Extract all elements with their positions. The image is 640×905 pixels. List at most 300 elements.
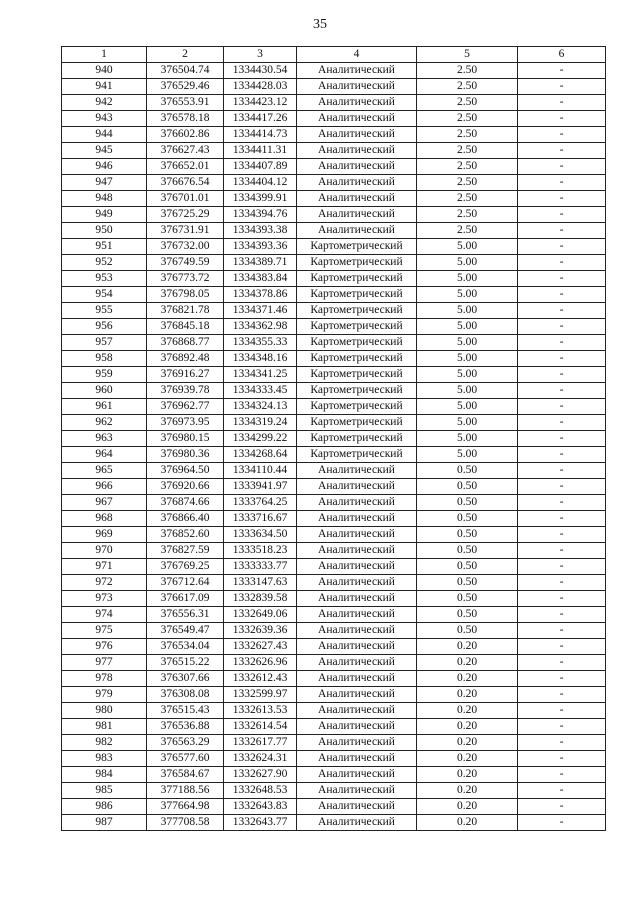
accuracy-cell: 0.20 xyxy=(417,735,518,751)
accuracy-cell: 5.00 xyxy=(417,335,518,351)
x-coordinate-cell: 376504.74 xyxy=(147,63,224,79)
table-row xyxy=(62,671,606,687)
table-row xyxy=(62,207,606,223)
point-number-cell: 959 xyxy=(62,367,147,383)
accuracy-cell: 0.20 xyxy=(417,815,518,831)
method-cell: Аналитический xyxy=(297,95,417,111)
x-coordinate-cell: 376964.50 xyxy=(147,463,224,479)
y-coordinate-cell: 1334378.86 xyxy=(224,287,297,303)
accuracy-cell: 0.50 xyxy=(417,575,518,591)
x-coordinate-cell: 376827.59 xyxy=(147,543,224,559)
y-coordinate-cell: 1333634.50 xyxy=(224,527,297,543)
accuracy-cell: 2.50 xyxy=(417,223,518,239)
table-row xyxy=(62,783,606,799)
note-cell: - xyxy=(518,639,606,655)
y-coordinate-cell: 1334333.45 xyxy=(224,383,297,399)
x-coordinate-cell: 376307.66 xyxy=(147,671,224,687)
accuracy-cell: 0.50 xyxy=(417,607,518,623)
accuracy-cell: 5.00 xyxy=(417,239,518,255)
accuracy-cell: 0.50 xyxy=(417,479,518,495)
x-coordinate-cell: 376821.78 xyxy=(147,303,224,319)
y-coordinate-cell: 1334393.36 xyxy=(224,239,297,255)
note-cell: - xyxy=(518,543,606,559)
table-row xyxy=(62,415,606,431)
point-number-cell: 979 xyxy=(62,687,147,703)
method-cell: Аналитический xyxy=(297,767,417,783)
point-number-cell: 980 xyxy=(62,703,147,719)
accuracy-cell: 0.50 xyxy=(417,527,518,543)
y-coordinate-cell: 1334324.13 xyxy=(224,399,297,415)
point-number-cell: 978 xyxy=(62,671,147,687)
note-cell: - xyxy=(518,143,606,159)
method-cell: Аналитический xyxy=(297,143,417,159)
note-cell: - xyxy=(518,463,606,479)
y-coordinate-cell: 1333333.77 xyxy=(224,559,297,575)
accuracy-cell: 0.50 xyxy=(417,463,518,479)
point-number-cell: 973 xyxy=(62,591,147,607)
table-row xyxy=(62,447,606,463)
method-cell: Аналитический xyxy=(297,527,417,543)
note-cell: - xyxy=(518,527,606,543)
y-coordinate-cell: 1334399.91 xyxy=(224,191,297,207)
y-coordinate-cell: 1332617.77 xyxy=(224,735,297,751)
table-row xyxy=(62,511,606,527)
point-number-cell: 976 xyxy=(62,639,147,655)
point-number-cell: 974 xyxy=(62,607,147,623)
y-coordinate-cell: 1334348.16 xyxy=(224,351,297,367)
table-row xyxy=(62,655,606,671)
accuracy-cell: 0.50 xyxy=(417,511,518,527)
x-coordinate-cell: 376920.66 xyxy=(147,479,224,495)
x-coordinate-cell: 377664.98 xyxy=(147,799,224,815)
point-number-cell: 971 xyxy=(62,559,147,575)
x-coordinate-cell: 376556.31 xyxy=(147,607,224,623)
accuracy-cell: 0.20 xyxy=(417,799,518,815)
table-row xyxy=(62,639,606,655)
point-number-cell: 986 xyxy=(62,799,147,815)
accuracy-cell: 2.50 xyxy=(417,79,518,95)
method-cell: Аналитический xyxy=(297,479,417,495)
note-cell: - xyxy=(518,719,606,735)
table-row xyxy=(62,591,606,607)
point-number-cell: 940 xyxy=(62,63,147,79)
note-cell: - xyxy=(518,591,606,607)
x-coordinate-cell: 376712.64 xyxy=(147,575,224,591)
method-cell: Аналитический xyxy=(297,783,417,799)
note-cell: - xyxy=(518,415,606,431)
point-number-cell: 961 xyxy=(62,399,147,415)
y-coordinate-cell: 1332612.43 xyxy=(224,671,297,687)
accuracy-cell: 2.50 xyxy=(417,127,518,143)
table-row xyxy=(62,79,606,95)
point-number-cell: 975 xyxy=(62,623,147,639)
y-coordinate-cell: 1333518.23 xyxy=(224,543,297,559)
table-header-row xyxy=(62,47,606,63)
accuracy-cell: 0.50 xyxy=(417,495,518,511)
note-cell: - xyxy=(518,319,606,335)
method-cell: Аналитический xyxy=(297,191,417,207)
table-row xyxy=(62,463,606,479)
x-coordinate-cell: 376874.66 xyxy=(147,495,224,511)
point-number-cell: 957 xyxy=(62,335,147,351)
method-cell: Аналитический xyxy=(297,575,417,591)
y-coordinate-cell: 1332613.53 xyxy=(224,703,297,719)
point-number-cell: 981 xyxy=(62,719,147,735)
y-coordinate-cell: 1332599.97 xyxy=(224,687,297,703)
x-coordinate-cell: 376868.77 xyxy=(147,335,224,351)
table-row xyxy=(62,159,606,175)
method-cell: Аналитический xyxy=(297,175,417,191)
y-coordinate-cell: 1334383.84 xyxy=(224,271,297,287)
y-coordinate-cell: 1332639.36 xyxy=(224,623,297,639)
note-cell: - xyxy=(518,367,606,383)
y-coordinate-cell: 1334393.38 xyxy=(224,223,297,239)
method-cell: Картометрический xyxy=(297,255,417,271)
x-coordinate-cell: 376962.77 xyxy=(147,399,224,415)
page-number: 35 xyxy=(313,17,327,32)
table-row xyxy=(62,63,606,79)
x-coordinate-cell: 376308.08 xyxy=(147,687,224,703)
accuracy-cell: 2.50 xyxy=(417,159,518,175)
point-number-cell: 962 xyxy=(62,415,147,431)
y-coordinate-cell: 1334423.12 xyxy=(224,95,297,111)
point-number-cell: 965 xyxy=(62,463,147,479)
table-row xyxy=(62,143,606,159)
y-coordinate-cell: 1334268.64 xyxy=(224,447,297,463)
accuracy-cell: 0.50 xyxy=(417,559,518,575)
method-cell: Аналитический xyxy=(297,63,417,79)
x-coordinate-cell: 376769.25 xyxy=(147,559,224,575)
point-number-cell: 983 xyxy=(62,751,147,767)
note-cell: - xyxy=(518,607,606,623)
table-row xyxy=(62,239,606,255)
point-number-cell: 948 xyxy=(62,191,147,207)
method-cell: Аналитический xyxy=(297,815,417,831)
table-row xyxy=(62,735,606,751)
note-cell: - xyxy=(518,767,606,783)
note-cell: - xyxy=(518,175,606,191)
note-cell: - xyxy=(518,575,606,591)
method-cell: Аналитический xyxy=(297,591,417,607)
y-coordinate-cell: 1334430.54 xyxy=(224,63,297,79)
point-number-cell: 943 xyxy=(62,111,147,127)
note-cell: - xyxy=(518,623,606,639)
y-coordinate-cell: 1332643.83 xyxy=(224,799,297,815)
accuracy-cell: 2.50 xyxy=(417,63,518,79)
point-number-cell: 944 xyxy=(62,127,147,143)
table-row xyxy=(62,479,606,495)
column-header-6: 6 xyxy=(518,47,606,63)
accuracy-cell: 0.50 xyxy=(417,543,518,559)
point-number-cell: 942 xyxy=(62,95,147,111)
point-number-cell: 954 xyxy=(62,287,147,303)
y-coordinate-cell: 1332649.06 xyxy=(224,607,297,623)
note-cell: - xyxy=(518,111,606,127)
column-header-2: 2 xyxy=(147,47,224,63)
note-cell: - xyxy=(518,239,606,255)
method-cell: Аналитический xyxy=(297,511,417,527)
method-cell: Аналитический xyxy=(297,671,417,687)
accuracy-cell: 0.50 xyxy=(417,591,518,607)
method-cell: Картометрический xyxy=(297,431,417,447)
x-coordinate-cell: 376602.86 xyxy=(147,127,224,143)
point-number-cell: 964 xyxy=(62,447,147,463)
accuracy-cell: 2.50 xyxy=(417,95,518,111)
x-coordinate-cell: 376939.78 xyxy=(147,383,224,399)
y-coordinate-cell: 1332839.58 xyxy=(224,591,297,607)
x-coordinate-cell: 376773.72 xyxy=(147,271,224,287)
x-coordinate-cell: 376732.00 xyxy=(147,239,224,255)
x-coordinate-cell: 376916.27 xyxy=(147,367,224,383)
x-coordinate-cell: 376553.91 xyxy=(147,95,224,111)
method-cell: Аналитический xyxy=(297,495,417,511)
note-cell: - xyxy=(518,783,606,799)
accuracy-cell: 5.00 xyxy=(417,383,518,399)
accuracy-cell: 2.50 xyxy=(417,143,518,159)
note-cell: - xyxy=(518,655,606,671)
accuracy-cell: 5.00 xyxy=(417,255,518,271)
table-row xyxy=(62,399,606,415)
table-row xyxy=(62,799,606,815)
note-cell: - xyxy=(518,287,606,303)
y-coordinate-cell: 1334341.25 xyxy=(224,367,297,383)
point-number-cell: 951 xyxy=(62,239,147,255)
point-number-cell: 950 xyxy=(62,223,147,239)
table-row xyxy=(62,111,606,127)
accuracy-cell: 5.00 xyxy=(417,319,518,335)
table-row xyxy=(62,575,606,591)
accuracy-cell: 0.20 xyxy=(417,783,518,799)
note-cell: - xyxy=(518,431,606,447)
column-header-5: 5 xyxy=(417,47,518,63)
x-coordinate-cell: 376549.47 xyxy=(147,623,224,639)
column-header-1: 1 xyxy=(62,47,147,63)
note-cell: - xyxy=(518,479,606,495)
note-cell: - xyxy=(518,735,606,751)
note-cell: - xyxy=(518,383,606,399)
y-coordinate-cell: 1333941.97 xyxy=(224,479,297,495)
x-coordinate-cell: 376852.60 xyxy=(147,527,224,543)
method-cell: Аналитический xyxy=(297,639,417,655)
y-coordinate-cell: 1334319.24 xyxy=(224,415,297,431)
x-coordinate-cell: 376584.67 xyxy=(147,767,224,783)
accuracy-cell: 5.00 xyxy=(417,367,518,383)
method-cell: Аналитический xyxy=(297,223,417,239)
point-number-cell: 953 xyxy=(62,271,147,287)
note-cell: - xyxy=(518,495,606,511)
point-number-cell: 985 xyxy=(62,783,147,799)
column-header-3: 3 xyxy=(224,47,297,63)
table-row xyxy=(62,367,606,383)
point-number-cell: 984 xyxy=(62,767,147,783)
table-row xyxy=(62,351,606,367)
table-row xyxy=(62,607,606,623)
x-coordinate-cell: 376892.48 xyxy=(147,351,224,367)
accuracy-cell: 5.00 xyxy=(417,303,518,319)
note-cell: - xyxy=(518,159,606,175)
method-cell: Картометрический xyxy=(297,319,417,335)
accuracy-cell: 5.00 xyxy=(417,447,518,463)
accuracy-cell: 5.00 xyxy=(417,287,518,303)
accuracy-cell: 0.20 xyxy=(417,655,518,671)
table-row xyxy=(62,623,606,639)
accuracy-cell: 0.20 xyxy=(417,687,518,703)
note-cell: - xyxy=(518,271,606,287)
note-cell: - xyxy=(518,511,606,527)
y-coordinate-cell: 1332626.96 xyxy=(224,655,297,671)
table-row xyxy=(62,719,606,735)
y-coordinate-cell: 1334389.71 xyxy=(224,255,297,271)
point-number-cell: 982 xyxy=(62,735,147,751)
point-number-cell: 949 xyxy=(62,207,147,223)
method-cell: Аналитический xyxy=(297,751,417,767)
point-number-cell: 967 xyxy=(62,495,147,511)
y-coordinate-cell: 1334362.98 xyxy=(224,319,297,335)
y-coordinate-cell: 1332624.31 xyxy=(224,751,297,767)
table-row xyxy=(62,271,606,287)
method-cell: Аналитический xyxy=(297,735,417,751)
point-number-cell: 945 xyxy=(62,143,147,159)
x-coordinate-cell: 376578.18 xyxy=(147,111,224,127)
point-number-cell: 947 xyxy=(62,175,147,191)
coordinates-table xyxy=(61,46,606,831)
table-row xyxy=(62,559,606,575)
y-coordinate-cell: 1334404.12 xyxy=(224,175,297,191)
table-row xyxy=(62,175,606,191)
method-cell: Аналитический xyxy=(297,127,417,143)
note-cell: - xyxy=(518,799,606,815)
x-coordinate-cell: 376534.04 xyxy=(147,639,224,655)
x-coordinate-cell: 376980.36 xyxy=(147,447,224,463)
note-cell: - xyxy=(518,671,606,687)
y-coordinate-cell: 1333147.63 xyxy=(224,575,297,591)
x-coordinate-cell: 376676.54 xyxy=(147,175,224,191)
method-cell: Картометрический xyxy=(297,335,417,351)
point-number-cell: 972 xyxy=(62,575,147,591)
x-coordinate-cell: 376515.43 xyxy=(147,703,224,719)
point-number-cell: 960 xyxy=(62,383,147,399)
accuracy-cell: 2.50 xyxy=(417,111,518,127)
note-cell: - xyxy=(518,303,606,319)
y-coordinate-cell: 1333764.25 xyxy=(224,495,297,511)
method-cell: Аналитический xyxy=(297,463,417,479)
y-coordinate-cell: 1334394.76 xyxy=(224,207,297,223)
note-cell: - xyxy=(518,191,606,207)
x-coordinate-cell: 376627.43 xyxy=(147,143,224,159)
method-cell: Аналитический xyxy=(297,159,417,175)
x-coordinate-cell: 376617.09 xyxy=(147,591,224,607)
note-cell: - xyxy=(518,223,606,239)
point-number-cell: 963 xyxy=(62,431,147,447)
method-cell: Картометрический xyxy=(297,383,417,399)
y-coordinate-cell: 1333716.67 xyxy=(224,511,297,527)
x-coordinate-cell: 377188.56 xyxy=(147,783,224,799)
point-number-cell: 946 xyxy=(62,159,147,175)
table-row xyxy=(62,703,606,719)
point-number-cell: 958 xyxy=(62,351,147,367)
table-body xyxy=(62,63,606,831)
table-row xyxy=(62,191,606,207)
accuracy-cell: 5.00 xyxy=(417,271,518,287)
x-coordinate-cell: 376749.59 xyxy=(147,255,224,271)
y-coordinate-cell: 1334414.73 xyxy=(224,127,297,143)
x-coordinate-cell: 376563.29 xyxy=(147,735,224,751)
note-cell: - xyxy=(518,127,606,143)
point-number-cell: 968 xyxy=(62,511,147,527)
table-row xyxy=(62,687,606,703)
column-header-4: 4 xyxy=(297,47,417,63)
table-row xyxy=(62,815,606,831)
method-cell: Аналитический xyxy=(297,543,417,559)
note-cell: - xyxy=(518,703,606,719)
note-cell: - xyxy=(518,751,606,767)
accuracy-cell: 2.50 xyxy=(417,207,518,223)
method-cell: Аналитический xyxy=(297,799,417,815)
method-cell: Аналитический xyxy=(297,623,417,639)
y-coordinate-cell: 1334355.33 xyxy=(224,335,297,351)
method-cell: Аналитический xyxy=(297,559,417,575)
table-row xyxy=(62,303,606,319)
method-cell: Картометрический xyxy=(297,415,417,431)
x-coordinate-cell: 376845.18 xyxy=(147,319,224,335)
table-row xyxy=(62,527,606,543)
method-cell: Картометрический xyxy=(297,303,417,319)
accuracy-cell: 5.00 xyxy=(417,399,518,415)
point-number-cell: 955 xyxy=(62,303,147,319)
accuracy-cell: 5.00 xyxy=(417,351,518,367)
accuracy-cell: 0.50 xyxy=(417,623,518,639)
accuracy-cell: 5.00 xyxy=(417,431,518,447)
x-coordinate-cell: 376577.60 xyxy=(147,751,224,767)
y-coordinate-cell: 1334411.31 xyxy=(224,143,297,159)
note-cell: - xyxy=(518,335,606,351)
table-row xyxy=(62,543,606,559)
method-cell: Картометрический xyxy=(297,271,417,287)
accuracy-cell: 0.20 xyxy=(417,767,518,783)
note-cell: - xyxy=(518,399,606,415)
method-cell: Аналитический xyxy=(297,111,417,127)
y-coordinate-cell: 1334417.26 xyxy=(224,111,297,127)
x-coordinate-cell: 376866.40 xyxy=(147,511,224,527)
point-number-cell: 966 xyxy=(62,479,147,495)
note-cell: - xyxy=(518,79,606,95)
y-coordinate-cell: 1332627.43 xyxy=(224,639,297,655)
x-coordinate-cell: 376536.88 xyxy=(147,719,224,735)
table-row xyxy=(62,751,606,767)
note-cell: - xyxy=(518,351,606,367)
accuracy-cell: 0.20 xyxy=(417,703,518,719)
table-row xyxy=(62,335,606,351)
y-coordinate-cell: 1334299.22 xyxy=(224,431,297,447)
x-coordinate-cell: 376529.46 xyxy=(147,79,224,95)
note-cell: - xyxy=(518,63,606,79)
x-coordinate-cell: 376731.91 xyxy=(147,223,224,239)
method-cell: Аналитический xyxy=(297,207,417,223)
table-row xyxy=(62,495,606,511)
table-row xyxy=(62,127,606,143)
table-row xyxy=(62,767,606,783)
y-coordinate-cell: 1334371.46 xyxy=(224,303,297,319)
table-row xyxy=(62,95,606,111)
table-row xyxy=(62,223,606,239)
method-cell: Картометрический xyxy=(297,351,417,367)
note-cell: - xyxy=(518,255,606,271)
x-coordinate-cell: 377708.58 xyxy=(147,815,224,831)
method-cell: Картометрический xyxy=(297,239,417,255)
y-coordinate-cell: 1334110.44 xyxy=(224,463,297,479)
method-cell: Аналитический xyxy=(297,655,417,671)
method-cell: Картометрический xyxy=(297,447,417,463)
